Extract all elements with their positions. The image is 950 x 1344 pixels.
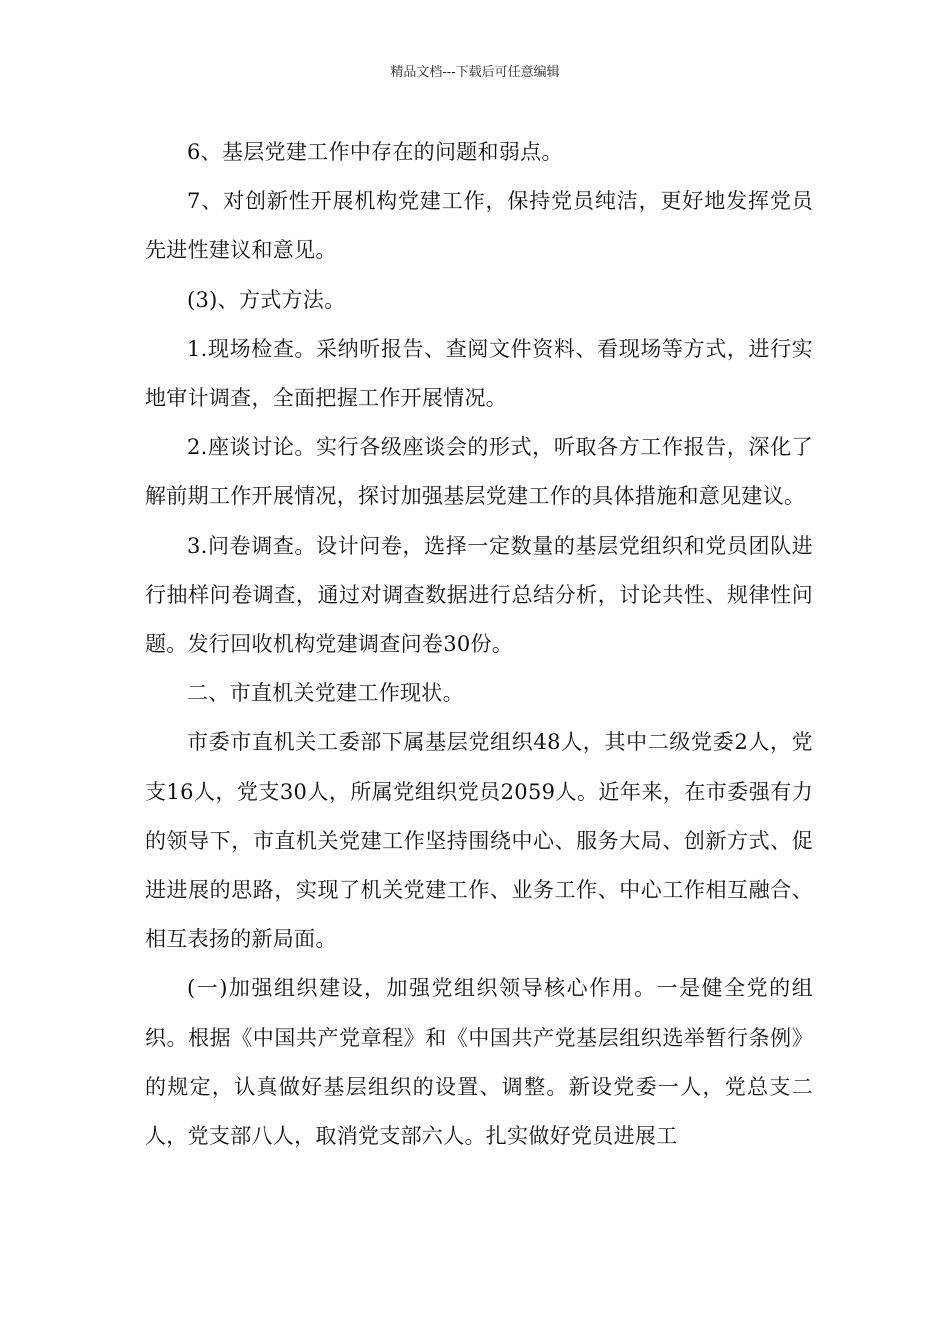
- paragraph-organization: (一)加强组织建设，加强党组织领导核心作用。一是健全党的组织。根据《中国共产党章程》和《中国共产党基层组织选举暂行条例》的规定，认真做好基层组织的设置、调整。新设党委一人，党总支二人，党支部八人，取消党支部六人。扎实做好党员进展工: [145, 976, 813, 1149]
- paragraph-item-6: 6、基层党建工作中存在的问题和弱点。: [187, 140, 563, 164]
- section-heading-status: 二、市直机关党建工作现状。: [187, 681, 464, 706]
- paragraph-status: 市委市直机关工委部下属基层党组织48人，其中二级党委2人，党支16人，党支30人，所属党组织党员2059人。近年来，在市委强有力的领导下，市直机关党建工作坚持围绕中心、服务大局、创新方式、促进进展的思路，实现了机关党建工作、业务工作、中心工作相互融合、相互表扬的新局面。: [145, 730, 813, 952]
- page-header: 精品文档---下载后可任意编辑: [390, 65, 560, 80]
- section-heading-methods: (3)、方式方法。: [187, 287, 346, 312]
- document-body: [145, 128, 813, 1161]
- paragraph-method-3: 3.问卷调查。设计问卷，选择一定数量的基层党组织和党员团队进行抽样问卷调查，通过对调查数据进行总结分析，讨论共性、规律性问题。发行回收机构党建调查问卷30份。: [145, 533, 813, 657]
- paragraph-item-7: 7、对创新性开展机构党建工作，保持党员纯洁，更好地发挥党员先进性建议和意见。: [145, 189, 813, 263]
- paragraph-method-2: 2.座谈讨论。实行各级座谈会的形式，听取各方工作报告，深化了解前期工作开展情况，探讨加强基层党建工作的具体措施和意见建议。: [145, 435, 813, 509]
- paragraph-method-1: 1.现场检查。采纳听报告、查阅文件资料、看现场等方式，进行实地审计调查，全面把握工作开展情况。: [145, 336, 813, 411]
